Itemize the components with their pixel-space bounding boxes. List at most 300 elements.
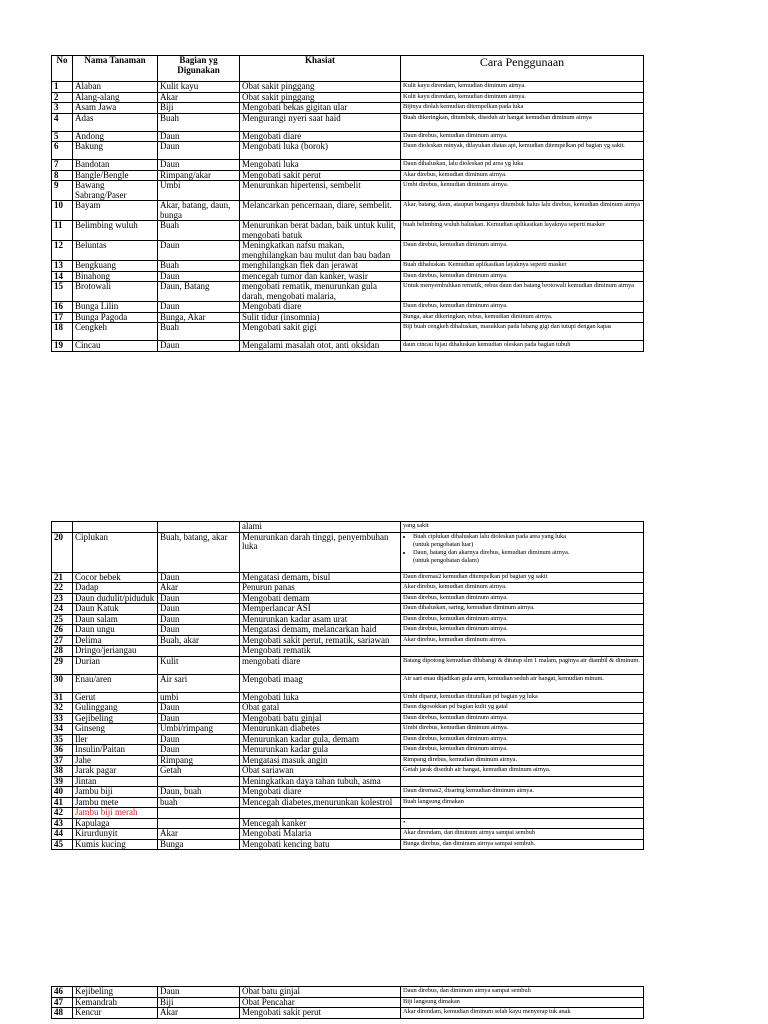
cell-nama: Brotowali [73,282,158,302]
cell-khasiat: Melancarkan pencernaan, diare, sembelit. [240,201,401,221]
cell-cara: Biji langsung dimakan [401,997,644,1008]
cell-cara: Akar direbus, kemudian diminum airnya. [401,583,644,594]
cell-no: 26 [52,625,73,636]
header-cara: Cara Penggunaan [401,56,644,82]
cell-khasiat: Mengobati luka [240,160,401,171]
cell-no: 3 [52,103,73,114]
cell-cara [401,646,644,657]
cell-bagian: Daun [158,987,240,998]
table-row [52,271,644,282]
cell-nama: Alaban [73,82,158,93]
cell-nama: Bunga Pagoda [73,312,158,323]
cell-bagian: Daun [158,142,240,160]
cell-khasiat: mencegah tumor dan kanker, wasir [240,271,401,282]
cell-khasiat: Mencegah kanker [240,818,401,829]
cell-nama: Daun dudulit/piduduk [73,593,158,604]
cell-cara: Bunga direbus, dan diminum airnya sampai sembuh. [401,839,644,850]
cell-no: 45 [52,839,73,850]
list-item: • Buah ciplukan dihaluskan lalu dioleskan pada area yang luka (untuk pengobatan luar) [413,533,641,549]
table-row [52,674,644,692]
table-row [52,323,644,341]
plant-table-2 [51,521,644,850]
table-row [52,170,644,181]
table-row [52,593,644,604]
cell-nama: Kemandrah [73,997,158,1008]
table-row [52,625,644,636]
cell-khasiat: Mengobati Malaria [240,829,401,840]
cell-khasiat: Obat Pencahar [240,997,401,1008]
table-row [52,797,644,808]
cell-khasiat: Memperlancar ASI [240,604,401,615]
cell-no: 48 [52,1008,73,1019]
cell-nama: Kejibeling [73,987,158,998]
cell-bagian: Daun [158,160,240,171]
table-row [52,818,644,829]
cell-khasiat: Obat sakit pinggang [240,82,401,93]
cell-bagian: Buah [158,113,240,131]
cell-khasiat: Mengatasi demam, melancarkan haid [240,625,401,636]
cell-no: 16 [52,302,73,313]
table-row [52,113,644,131]
table-row [52,522,644,533]
cell-no: 1 [52,82,73,93]
cell-khasiat: menghilangkan flek dan jerawat [240,261,401,272]
cell-bagian: Buah, akar [158,635,240,646]
cell-khasiat: Obat sakit pinggang [240,92,401,103]
cell-nama: Cocor bebek [73,572,158,583]
cell-cara: Daun direbus, kemudian diminum airnya. [401,745,644,756]
cell-nama: Asam Jawa [73,103,158,114]
cell-khasiat: Mengobati diare [240,302,401,313]
cell-no: 27 [52,635,73,646]
cell-bagian [158,818,240,829]
cell-khasiat: Mengobati diare [240,787,401,798]
cell-bagian: Buah [158,261,240,272]
cell-nama: Alang-alang [73,92,158,103]
cell-no: 31 [52,692,73,703]
cell-nama: Bakung [73,142,158,160]
cell-nama: Bangle/Bengle [73,170,158,181]
cell-nama: Andong [73,131,158,142]
table-row [52,646,644,657]
table-row [52,302,644,313]
cell-no: 23 [52,593,73,604]
cell-no: 46 [52,987,73,998]
cell-nama: Gejibeling [73,713,158,724]
table-row [52,142,644,160]
table-row [52,614,644,625]
cell-cara: Daun dihaluskan, saring, kemudian diminum airnya. [401,604,644,615]
table-row [52,656,644,674]
table-3-body [52,987,644,1019]
table-row [52,282,644,302]
table-row [52,787,644,798]
cell-no: 29 [52,656,73,674]
cell-bagian: Akar [158,1008,240,1019]
cell-no: 36 [52,745,73,756]
cell-no: 28 [52,646,73,657]
table-row [52,692,644,703]
cell-bagian: umbi [158,692,240,703]
cell-cara: Biji buah cengkeh dihaluskan, masukkan pada lubang gigi dan tutupi dengan kapas [401,323,644,341]
cell-bagian: Daun, buah [158,787,240,798]
cell-cara: Buah langsung dimakan [401,797,644,808]
cell-khasiat: Mengobati diare [240,131,401,142]
cell-cara: buah belimbing wuluh haluskan. Kemudian aplikasikan layaknya seperti masker [401,221,644,241]
cell-bagian: Rimpang/akar [158,170,240,181]
cell-bagian: Kulit kayu [158,82,240,93]
cell-no: 32 [52,703,73,714]
cell-bagian: Daun [158,572,240,583]
cell-nama: Durian [73,656,158,674]
cell-bagian: Buah [158,323,240,341]
table-row [52,604,644,615]
cell-nama: Daun ungu [73,625,158,636]
cell-nama: Dadap [73,583,158,594]
cell-nama: Kirurdunyit [73,829,158,840]
cell-bagian: buah [158,797,240,808]
cell-cara: Daun dioleskan minyak, dilayukan diatas api, kemudian ditempelkan pd bagian yg sakit. [401,142,644,160]
cell-khasiat: Mengobati rematik [240,646,401,657]
cell-bagian: Daun [158,625,240,636]
cell-nama: Cengkeh [73,323,158,341]
cell-cara: Daun direbus, kemudian diminum airnya. [401,241,644,261]
table-row [52,776,644,787]
table-row [52,987,644,998]
cell-no: 19 [52,341,73,352]
cell-cara: Batang dipotong kemudian dilubangi & ditutup slm 1 malam, paginya air diambil & diminum. [401,656,644,674]
cell-nama: Jambu biji merah [73,808,158,819]
cell-bagian: Daun [158,713,240,724]
cell-khasiat: Menurunkan hipertensi, sembelit [240,181,401,201]
table-row [52,341,644,352]
cell-cara: Bijinya diolah kemudian ditempelkan pada luka [401,103,644,114]
cell-khasiat: Mengobati sakit perut [240,1008,401,1019]
cell-bagian: Daun [158,271,240,282]
cell-cara: Bunga, akar dikeringkan, rebus, kemudian diminum airnya. [401,312,644,323]
cell-khasiat: Mengobati kencing batu [240,839,401,850]
cell-nama: Bunga Lilin [73,302,158,313]
cell-no: 13 [52,261,73,272]
table-row [52,583,644,594]
cell-nama: Delima [73,635,158,646]
cell-nama: Gulinggang [73,703,158,714]
cell-bagian: Akar [158,583,240,594]
cell-cara [401,776,644,787]
cell-khasiat: Mengobati luka [240,692,401,703]
cell-cara: Umbi diparut, kemudian ditutulkan pd bagian yg luka [401,692,644,703]
cell-khasiat: alami [240,522,401,533]
table-row [52,312,644,323]
plant-table-1 [51,55,644,352]
cell-cara: Akar direbus, kemudian diminum airnya. [401,635,644,646]
cell-no: 37 [52,755,73,766]
cell-nama: Daun Katuk [73,604,158,615]
cell-bagian: Daun [158,734,240,745]
cell-nama: Binahong [73,271,158,282]
cell-bagian: Biji [158,997,240,1008]
cell-bagian: Daun [158,604,240,615]
cell-khasiat: Obat batu ginjal [240,987,401,998]
table-row [52,221,644,241]
cell-no: 12 [52,241,73,261]
cell-cara: Buah dikeringkan, ditumbuk, diseduh air hangat kemudian diminum airnya [401,113,644,131]
cell-no: 39 [52,776,73,787]
table-row [52,201,644,221]
cell-khasiat: Obat sariawan [240,766,401,777]
cell-khasiat: Sulit tidur (insomnia) [240,312,401,323]
cell-bagian: Buah [158,221,240,241]
cell-khasiat: Mengatasi demam, bisul [240,572,401,583]
cell-cara: Air sari enau dijadikan gula aren, kemudian seduh air hangat, kemudian minum. [401,674,644,692]
cell-bagian: Daun, Batang [158,282,240,302]
cell-nama: Jambu biji [73,787,158,798]
cell-no: 17 [52,312,73,323]
cell-cara: Daun direbus, kemudian diminum airnya. [401,614,644,625]
cell-no: 8 [52,170,73,181]
cell-cara: daun cincau hijau dihaluskan kemudian oleskan pada bagian tubuh [401,341,644,352]
cell-bagian: Daun [158,703,240,714]
table-1-body [52,82,644,352]
cell-bagian [158,776,240,787]
cell-bagian: Umbi [158,181,240,201]
cell-bagian: Daun [158,241,240,261]
cell-cara: Daun diremas2 kemudian ditempelkan pd bagian yg sakit [401,572,644,583]
cell-nama: Bandotan [73,160,158,171]
table-row [52,766,644,777]
table-row [52,635,644,646]
table-row [52,713,644,724]
cell-cara: Akar direbus, kemudian diminum airnya. [401,170,644,181]
cell-cara: Daun direbus, kemudian diminum airnya. [401,131,644,142]
cell-bagian: Daun [158,593,240,604]
cell-no: 18 [52,323,73,341]
cell-cara: Daun diremas2, disaring kemudian diminum airnya. [401,787,644,798]
cell-cara: Akar, batang, daun, ataupun bunganya ditumbuk halus lalu direbus, kemudian diminum airnya [401,201,644,221]
table-row [52,829,644,840]
cell-no: 25 [52,614,73,625]
cell-khasiat: Mengurangi nyeri saat haid [240,113,401,131]
cell-cara: Daun direbus, kemudian diminum airnya. [401,302,644,313]
cell-cara [401,808,644,819]
cell-bagian: Daun [158,341,240,352]
cell-bagian: Akar, batang, daun, bunga [158,201,240,221]
table-row [52,131,644,142]
cell-no: 24 [52,604,73,615]
cell-nama: Ciplukan [73,532,158,572]
cell-no: 11 [52,221,73,241]
cell-no: 43 [52,818,73,829]
cell-cara: Daun digosokkan pd bagian kulit yg gatal [401,703,644,714]
table-row [52,755,644,766]
table-row [52,1008,644,1019]
cell-cara: Umbi direbus, kemudian diminum airnya. [401,724,644,735]
cell-no: 30 [52,674,73,692]
cell-no: 10 [52,201,73,221]
cell-no: 44 [52,829,73,840]
cell-khasiat: Menurunkan kadar gula, demam [240,734,401,745]
cell-cara: Kulit kayu direndam, kemudian diminum airnya. [401,92,644,103]
cell-bagian: Buah, batang, akar [158,532,240,572]
table-row [52,181,644,201]
cell-no: 5 [52,131,73,142]
cell-no: 35 [52,734,73,745]
cell-nama: Bawang Sabrang/Paser [73,181,158,201]
cell-cara: • [401,818,644,829]
cell-nama: Kumis kucing [73,839,158,850]
cell-no: 34 [52,724,73,735]
cell-khasiat: Mengobati bekas gigitan ular [240,103,401,114]
cell-no: 9 [52,181,73,201]
cell-khasiat: Mengalami masalah otot, anti oksidan [240,341,401,352]
cell-khasiat: Mengatasi masuk angin [240,755,401,766]
cell-no: 40 [52,787,73,798]
cell-no: 42 [52,808,73,819]
cell-bagian [158,646,240,657]
cell-cara: Daun direbus, kemudian diminum airnya. [401,625,644,636]
table-row [52,92,644,103]
cell-cara: Untuk menyembuhkan rematik, rebus daun dan batang brotowali kemudian diminum airnya [401,282,644,302]
cell-no: 7 [52,160,73,171]
cell-cara: Rimpang direbus, kemudian diminum airnya. [401,755,644,766]
header-no: No [52,56,73,82]
header-khasiat: Khasiat [240,56,401,82]
cell-no: 22 [52,583,73,594]
table-row [52,703,644,714]
cell-nama: Bayam [73,201,158,221]
table-row [52,839,644,850]
table-row [52,241,644,261]
cell-nama: Jintan [73,776,158,787]
cara-list [403,533,641,565]
plant-table-3 [51,986,644,1019]
cell-nama: Ginseng [73,724,158,735]
cell-nama: Jahe [73,755,158,766]
header-nama: Nama Tanaman [73,56,158,82]
header-bagian: Bagian yg Digunakan [158,56,240,82]
cell-no: 41 [52,797,73,808]
cell-no: 2 [52,92,73,103]
cell-khasiat: Mengobati sakit perut [240,170,401,181]
table-row [52,160,644,171]
cell-bagian [158,808,240,819]
cell-bagian: Daun [158,614,240,625]
cell-khasiat: Obat gatal [240,703,401,714]
cell-khasiat: Mengobati sakit perut, rematik, sariawan [240,635,401,646]
cell-nama: Kapulaga [73,818,158,829]
cell-bagian: Rimpang [158,755,240,766]
cell-khasiat: Mengobati maag [240,674,401,692]
cell-cara: Daun direbus, kemudian diminum airnya. [401,271,644,282]
cell-khasiat: Menurunkan kadar gula [240,745,401,756]
cell-cara: Getah jarak diseduh air hangat, kemudian diminum airnya. [401,766,644,777]
table-row [52,532,644,572]
cell-nama: Iler [73,734,158,745]
cell-cara: Umbi direbus, kemudian diminum airnya. [401,181,644,201]
cell-no: 47 [52,997,73,1008]
cell-khasiat: mengobati rematik, menurunkan gula darah, mengobati malaria, [240,282,401,302]
cell-nama: Belimbing wuluh [73,221,158,241]
cell-cara: Daun dihaluskan, lalu dioleskan pd area yg luka [401,160,644,171]
cell-khasiat: Mencegah diabetes,menurunkan kolestrol [240,797,401,808]
cell-cara: Daun direbus, dan diminum airnya sampai sembuh [401,987,644,998]
cell-nama: Adas [73,113,158,131]
cell-khasiat: Mengobati demam [240,593,401,604]
cell-khasiat: Mengobati luka (borok) [240,142,401,160]
cell-cara: Daun direbus, kemudian diminum airnya. [401,593,644,604]
cell-nama: Bengkuang [73,261,158,272]
cell-no: 6 [52,142,73,160]
table-row [52,261,644,272]
cell-cara: Buah dihaluskan. Kemudian aplikasikan layaknya seperti masker [401,261,644,272]
cell-khasiat: Menurunkan darah tinggi, penyembuhan luka [240,532,401,572]
table-row [52,572,644,583]
cell-cara: Akar direndam, kemudian diminum selah kayu menyerap tuk anak [401,1008,644,1019]
cell-cara: Akar direndam, dan diminum airnya sampai sembuh [401,829,644,840]
cell-nama: Insulin/Paitan [73,745,158,756]
table-row [52,82,644,93]
cell-cara: Daun direbus, kemudian diminum airnya. [401,734,644,745]
cell-no: 33 [52,713,73,724]
cell-cara [401,532,644,572]
cell-khasiat: Menurunkan diabetes [240,724,401,735]
cell-cara: Kulit kayu direndam, kemudian diminum airnya. [401,82,644,93]
cell-no: 38 [52,766,73,777]
table-row [52,997,644,1008]
cell-bagian: Bunga [158,839,240,850]
cell-bagian: Akar [158,92,240,103]
cell-khasiat: Penurun panas [240,583,401,594]
table-2-body [52,572,644,850]
cell-nama: Enau/aren [73,674,158,692]
cell-bagian: Akar [158,829,240,840]
cell-bagian: Getah [158,766,240,777]
cell-khasiat [240,808,401,819]
cell-khasiat: Menurunkan berat badan, baik untuk kulit, mengobati batuk [240,221,401,241]
cell-khasiat: Menurunkan kadar asam urat [240,614,401,625]
table-row [52,103,644,114]
cell-nama: Gerut [73,692,158,703]
cell-nama: Daun salam [73,614,158,625]
cell-bagian: Daun [158,131,240,142]
cell-nama: Beluntas [73,241,158,261]
cell-khasiat: Mengobati sakit gigi [240,323,401,341]
cell-no: 20 [52,532,73,572]
table-row [52,808,644,819]
cell-khasiat: mengobati diare [240,656,401,674]
cell-no: 15 [52,282,73,302]
cell-cara: yang sakit [401,522,644,533]
cell-nama: Cincau [73,341,158,352]
cell-bagian: Bunga, Akar [158,312,240,323]
cell-no: 21 [52,572,73,583]
cell-khasiat: Meningkatkan nafsu makan, menghilangkan bau mulut dan bau badan [240,241,401,261]
cell-no: 4 [52,113,73,131]
cell-nama: Jambu mete [73,797,158,808]
cell-cara: Daun direbus, kemudian diminum airnya. [401,713,644,724]
cell-bagian: Umbi/rimpang [158,724,240,735]
cell-bagian: Air sari [158,674,240,692]
cell-bagian: Daun [158,745,240,756]
cell-bagian: Biji [158,103,240,114]
cell-nama: Jarak pagar [73,766,158,777]
cell-bagian: Kulit [158,656,240,674]
list-item: • Daun, batang dan akarnya direbus, kemudian diminum airnya. (untuk pengobatan dalam) [413,549,641,565]
cell-bagian: Daun [158,302,240,313]
cell-khasiat: Meningkatkan daya tahan tubuh, asma [240,776,401,787]
cell-khasiat: Mengobati batu ginjal [240,713,401,724]
table-row [52,724,644,735]
